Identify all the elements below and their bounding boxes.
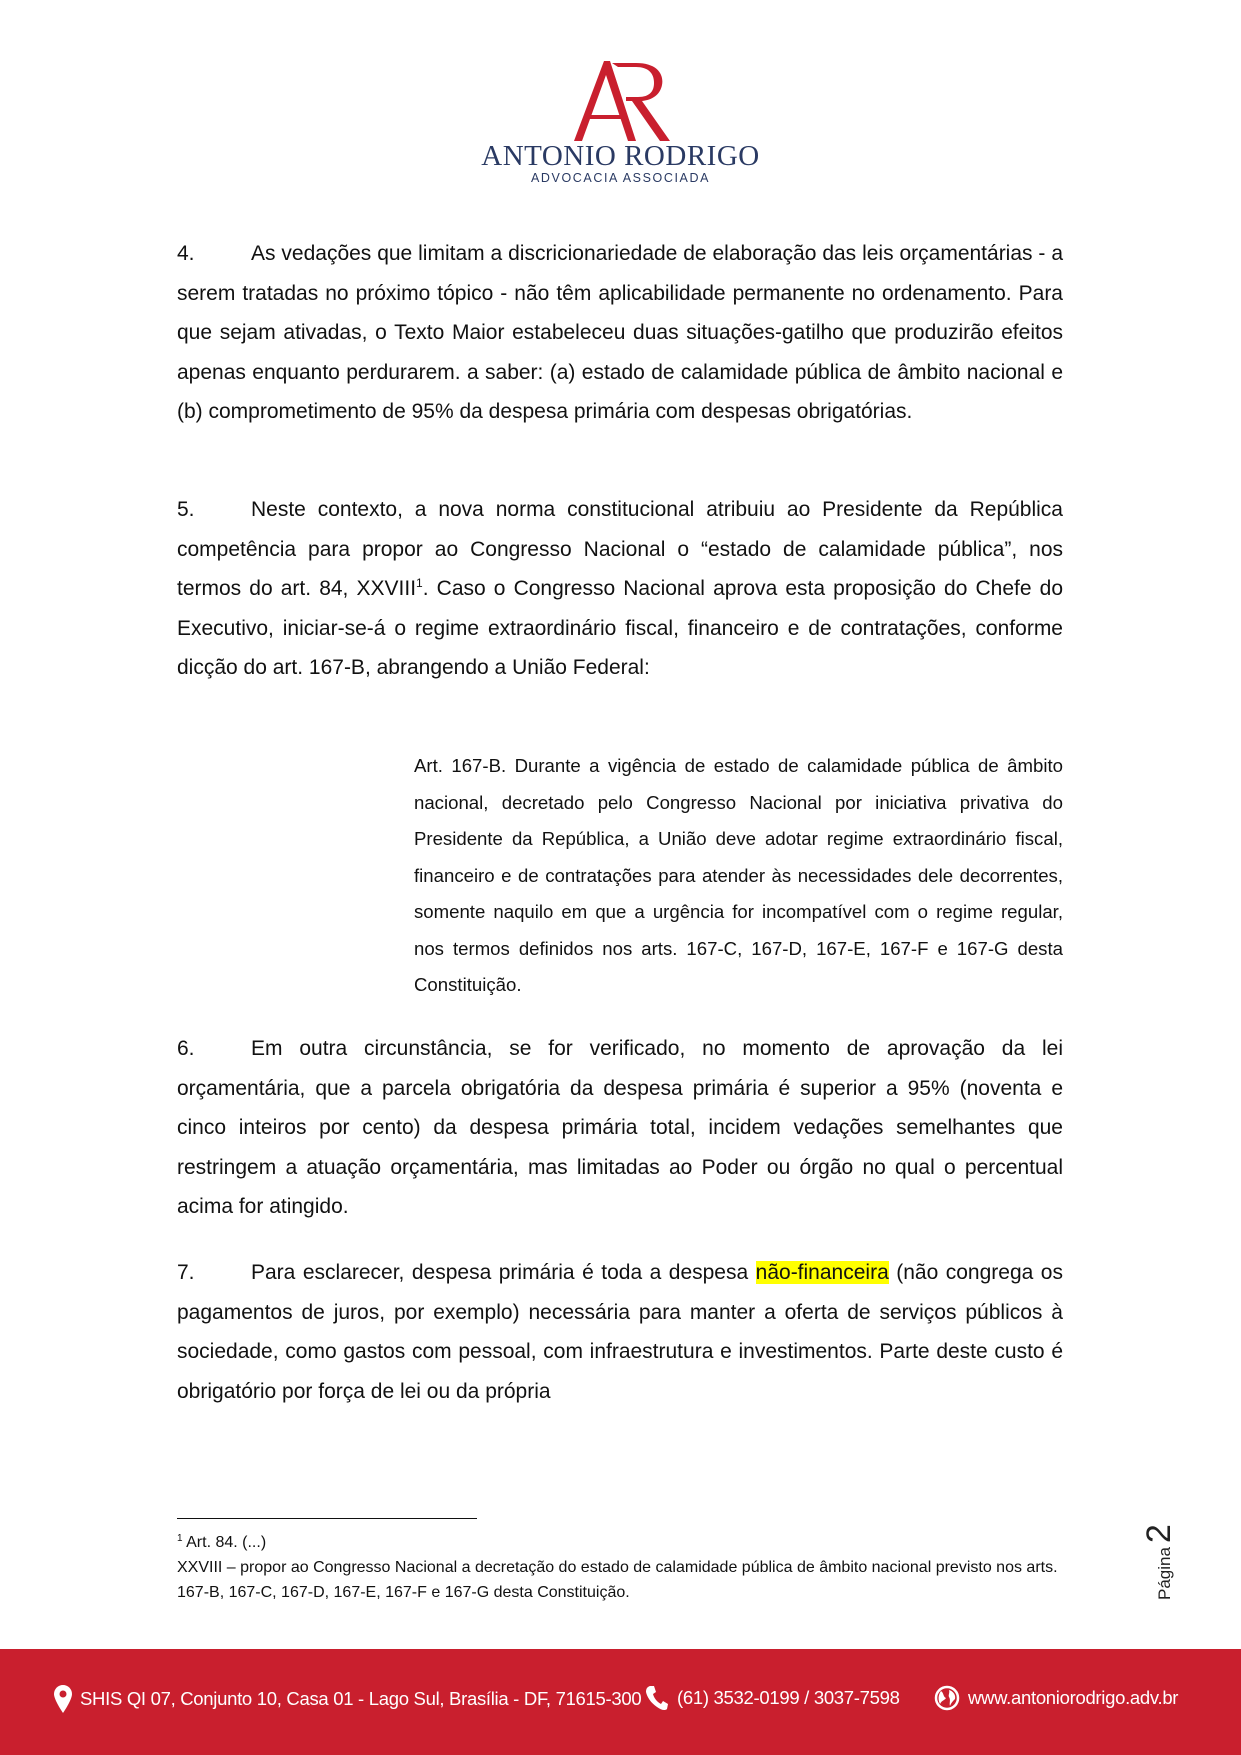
paragraph-text: As vedações que limitam a discricionariedade de elaboração das leis orçamentárias - a serem tratadas no próximo tópico - não têm aplicabilidade permanente no ordenamento. Para que sejam ativadas, o Texto Maior estabeleceu duas situações-gatilho que produzirão efeitos apenas enquanto perdurarem. a saber: (a) estado de calamidade pública de âmbito nacional e (b) comprometimento de 95% da despesa primária com despesas obrigatórias.	[177, 242, 1063, 423]
highlighted-text: não-financeira	[755, 1261, 889, 1284]
footer-phone	[645, 1685, 900, 1711]
firm-logo	[0, 55, 1241, 185]
globe-icon	[934, 1685, 960, 1711]
paragraph-text: Para esclarecer, despesa primária é toda a despesa	[251, 1261, 756, 1284]
phone-text[interactable]: (61) 3532-0199 / 3037-7598	[677, 1687, 900, 1708]
footer-website	[934, 1685, 1178, 1711]
footnote-marker: 1	[177, 1533, 183, 1544]
page-number	[1140, 1524, 1179, 1600]
footnote-line-1: Art. 84. (...)	[186, 1534, 267, 1551]
ar-monogram-icon	[566, 55, 676, 145]
paragraph-number: 6.	[177, 1037, 195, 1060]
address-text: SHIS QI 07, Conjunto 10, Casa 01 - Lago Sul, Brasília - DF, 71615-300	[80, 1688, 642, 1709]
paragraph-4	[177, 234, 1063, 432]
footnotes	[177, 1530, 1077, 1605]
location-pin-icon	[54, 1685, 72, 1713]
quote-text: Art. 167-B. Durante a vigência de estado de calamidade pública de âmbito nacional, decretado pelo Congresso Nacional por iniciativa privativa do Presidente da República, a União deve adotar regime extraordinário fiscal, financeiro e de contratações para atender às necessidades dele decorrentes, somente naquilo em que a urgência for incompatível com o regime regular, nos termos definidos nos arts. 167-C, 167-D, 167-E, 167-F e 167-G desta Constituição.	[414, 755, 1063, 995]
paragraph-text: Neste contexto, a nova norma constitucional atribuiu ao Presidente da República competência para propor ao Congresso Nacional o “estado de calamidade pública”, nos termos do art. 84, XXVIII	[177, 498, 1063, 600]
phone-icon	[645, 1685, 669, 1711]
paragraph-7	[177, 1253, 1063, 1411]
paragraph-5	[177, 490, 1063, 688]
block-quote-art-167b	[414, 748, 1063, 1004]
paragraph-text-continued: (não congrega os pagamentos de juros, por exemplo) necessária para manter a oferta de serviços públicos à sociedade, como gastos com pessoal, com infraestrutura e investimentos. Parte deste custo é obrigatório por força de lei ou da própria	[177, 1261, 1063, 1403]
paragraph-number: 4.	[177, 242, 195, 265]
page-number-value: 2	[1140, 1524, 1178, 1544]
paragraph-6	[177, 1029, 1063, 1227]
footnote-1	[177, 1530, 1077, 1555]
paragraph-number: 5.	[177, 498, 195, 521]
footnote-separator	[177, 1518, 477, 1519]
firm-name: ANTONIO RODRIGO	[481, 140, 760, 172]
paragraph-number: 7.	[177, 1261, 195, 1284]
footer-address	[54, 1685, 641, 1713]
footnote-line-2: XXVIII – propor ao Congresso Nacional a decretação do estado de calamidade pública de âmbito nacional previsto nos arts. 167-B, 167-C, 167-D, 167-E, 167-F e 167-G desta Constituição.	[177, 1559, 1058, 1601]
page-label: Página	[1155, 1547, 1174, 1600]
paragraph-text: Em outra circunstância, se for verificado, no momento de aprovação da lei orçamentária, que a parcela obrigatória da despesa primária é superior a 95% (noventa e cinco inteiros por cento) da despesa primária total, incidem vedações semelhantes que restringem a atuação orçamentária, mas limitadas ao Poder ou órgão no qual o percentual acima for atingido.	[177, 1037, 1063, 1218]
paragraph-text-continued: . Caso o Congresso Nacional aprova esta proposição do Chefe do Executivo, iniciar-se-á o regime extraordinário fiscal, financeiro e de contratações, conforme dicção do art. 167-B, abrangendo a União Federal:	[177, 577, 1063, 679]
footnote-reference[interactable]: 1	[416, 576, 423, 590]
website-link[interactable]: www.antoniorodrigo.adv.br	[968, 1687, 1179, 1708]
footer-bar	[0, 1649, 1241, 1755]
firm-subtitle: ADVOCACIA ASSOCIADA	[530, 171, 711, 185]
